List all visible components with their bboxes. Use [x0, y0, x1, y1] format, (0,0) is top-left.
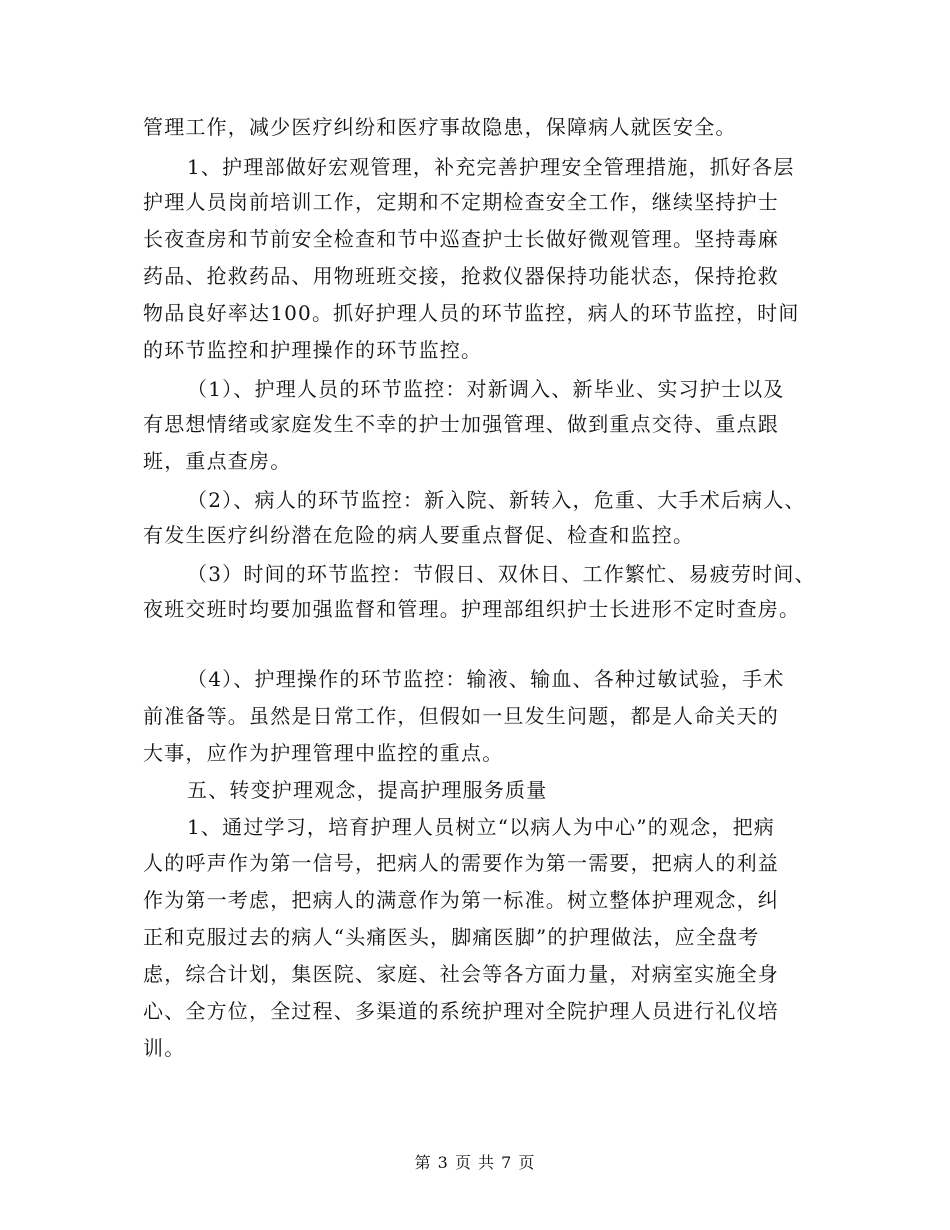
paragraph-line: 长夜查房和节前安全检查和节中巡查护士长做好微观管理。坚持毒麻 [143, 227, 779, 251]
paragraph-line: 虑，综合计划，集医院、家庭、社会等各方面力量，对病室实施全身 [143, 962, 779, 986]
paragraph-line: 药品、抢救药品、用物班班交接，抢救仪器保持功能状态，保持抢救 [143, 264, 779, 288]
paragraph-line: 训。 [143, 1036, 186, 1060]
paragraph-line: 护理人员岗前培训工作，定期和不定期检查安全工作，继续坚持护士 [143, 190, 779, 214]
page-number-footer: 第 3 页 共 7 页 [414, 1153, 536, 1172]
paragraph-line: 作为第一考虑，把病人的满意作为第一标准。树立整体护理观念，纠 [143, 888, 779, 912]
paragraph-line: 心、全方位，全过程、多渠道的系统护理对全院护理人员进行礼仪培 [143, 999, 779, 1023]
paragraph-line: 1、通过学习，培育护理人员树立“以病人为中心”的观念，把病 [187, 815, 775, 839]
paragraph-line: （3）时间的环节监控：节假日、双休日、工作繁忙、易疲劳时间、 [187, 562, 816, 586]
paragraph-line: 大事，应作为护理管理中监控的重点。 [143, 741, 504, 765]
paragraph-line: 前准备等。虽然是日常工作，但假如一旦发生问题，都是人命关天的 [143, 704, 779, 728]
paragraph-line: 有思想情绪或家庭发生不幸的护士加强管理、做到重点交待、重点跟 [143, 412, 779, 436]
paragraph-line: 班，重点查房。 [143, 449, 292, 473]
paragraph-line: 有发生医疗纠纷潜在危险的病人要重点督促、检查和监控。 [143, 523, 695, 547]
paragraph-line: 夜班交班时均要加强监督和管理。护理部组织护士长进形不定时查房。 [143, 597, 801, 621]
paragraph-line: 的环节监控和护理操作的环节监控。 [143, 338, 483, 362]
paragraph-line: （2）、病人的环节监控：新入院、新转入，危重、大手术后病人、 [187, 488, 806, 512]
paragraph-line: 管理工作，减少医疗纠纷和医疗事故隐患，保障病人就医安全。 [143, 115, 737, 139]
paragraph-line: 正和克服过去的病人“头痛医头，脚痛医脚”的护理做法，应全盘考 [143, 925, 760, 949]
paragraph-line: （4）、护理操作的环节监控：输液、输血、各种过敏试验，手术 [187, 667, 785, 691]
paragraph-line: （1）、护理人员的环节监控：对新调入、新毕业、实习护士以及 [187, 377, 785, 401]
paragraph-line: 人的呼声作为第一信号，把病人的需要作为第一需要，把病人的利益 [143, 851, 779, 875]
paragraph-line: 1、护理部做好宏观管理，补充完善护理安全管理措施，抓好各层 [187, 155, 795, 179]
section-heading: 五、转变护理观念，提高护理服务质量 [187, 778, 548, 802]
paragraph-line: 物品良好率达100。抓好护理人员的环节监控，病人的环节监控，时间 [143, 301, 800, 325]
